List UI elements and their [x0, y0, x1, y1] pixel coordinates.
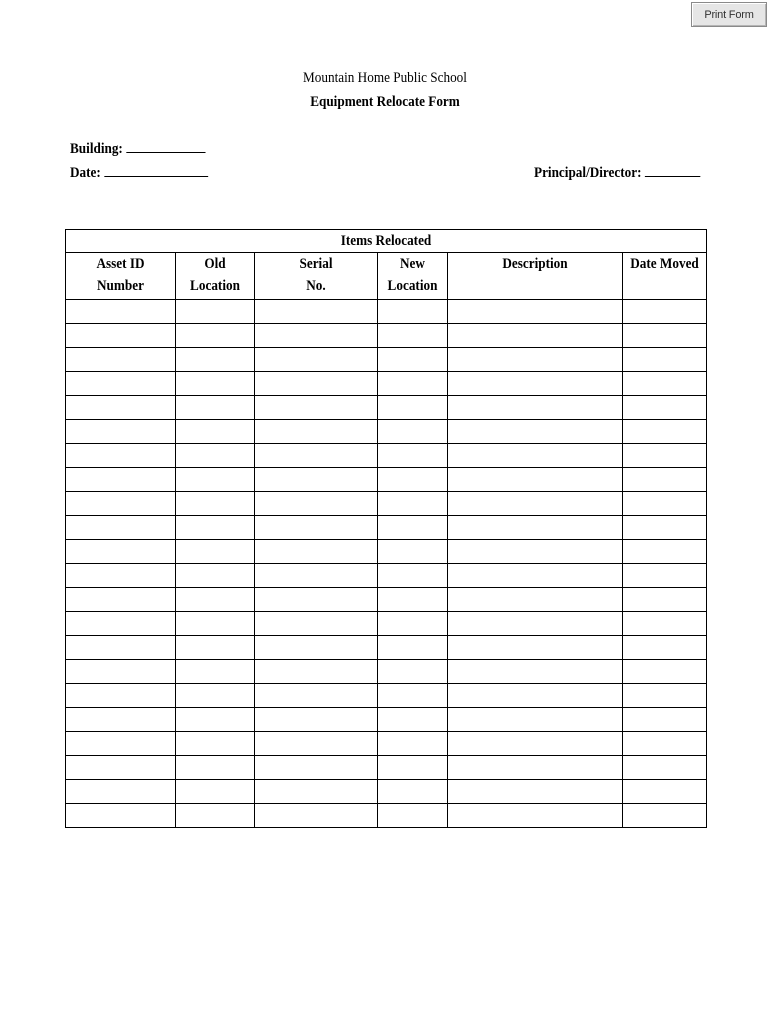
cell-serial-no[interactable] [255, 348, 378, 372]
table-row [66, 348, 707, 372]
cell-description[interactable] [448, 780, 623, 804]
cell-asset-id[interactable] [66, 396, 176, 420]
cell-new-location[interactable] [378, 708, 448, 732]
cell-date-moved[interactable] [623, 468, 707, 492]
form-title: Equipment Relocate Form [310, 94, 460, 110]
cell-new-location[interactable] [378, 588, 448, 612]
cell-new-location[interactable] [378, 348, 448, 372]
cell-new-location[interactable] [378, 396, 448, 420]
cell-asset-id[interactable] [66, 300, 176, 324]
table-row [66, 612, 707, 636]
cell-description[interactable] [448, 756, 623, 780]
cell-asset-id[interactable] [66, 684, 176, 708]
column-header-date-moved: Date Moved [623, 253, 707, 300]
table-row [66, 588, 707, 612]
cell-old-location[interactable] [176, 684, 255, 708]
cell-date-moved[interactable] [623, 492, 707, 516]
cell-new-location[interactable] [378, 540, 448, 564]
date-field [70, 164, 208, 182]
cell-description[interactable] [448, 468, 623, 492]
cell-old-location[interactable] [176, 372, 255, 396]
cell-date-moved[interactable] [623, 612, 707, 636]
cell-asset-id[interactable] [66, 492, 176, 516]
items-relocated-table [65, 229, 707, 828]
cell-description[interactable] [448, 540, 623, 564]
table-row [66, 420, 707, 444]
cell-asset-id[interactable] [66, 708, 176, 732]
cell-new-location[interactable] [378, 324, 448, 348]
cell-description[interactable] [448, 396, 623, 420]
cell-serial-no[interactable] [255, 732, 378, 756]
cell-asset-id[interactable] [66, 324, 176, 348]
table-row [66, 444, 707, 468]
cell-date-moved[interactable] [623, 396, 707, 420]
cell-asset-id[interactable] [66, 588, 176, 612]
cell-new-location[interactable] [378, 756, 448, 780]
cell-new-location[interactable] [378, 804, 448, 828]
cell-date-moved[interactable] [623, 444, 707, 468]
cell-serial-no[interactable] [255, 396, 378, 420]
cell-date-moved[interactable] [623, 804, 707, 828]
cell-serial-no[interactable] [255, 780, 378, 804]
principal-field [534, 164, 700, 182]
cell-old-location[interactable] [176, 300, 255, 324]
cell-date-moved[interactable] [623, 708, 707, 732]
table-row [66, 492, 707, 516]
cell-serial-no[interactable] [255, 516, 378, 540]
column-header-new-location: New Location [378, 253, 448, 300]
cell-asset-id[interactable] [66, 732, 176, 756]
table-row [66, 564, 707, 588]
table-body [66, 300, 707, 828]
cell-new-location[interactable] [378, 684, 448, 708]
cell-asset-id[interactable] [66, 444, 176, 468]
cell-old-location[interactable] [176, 636, 255, 660]
cell-serial-no[interactable] [255, 300, 378, 324]
cell-old-location[interactable] [176, 468, 255, 492]
cell-serial-no[interactable] [255, 588, 378, 612]
cell-new-location[interactable] [378, 372, 448, 396]
cell-serial-no[interactable] [255, 468, 378, 492]
cell-old-location[interactable] [176, 348, 255, 372]
table-row [66, 756, 707, 780]
principal-label: Principal/Director: [534, 165, 642, 181]
building-field [70, 140, 206, 158]
cell-old-location[interactable] [176, 324, 255, 348]
cell-date-moved[interactable] [623, 516, 707, 540]
cell-old-location[interactable] [176, 708, 255, 732]
cell-serial-no[interactable] [255, 612, 378, 636]
date-blank[interactable] [104, 164, 208, 177]
cell-asset-id[interactable] [66, 372, 176, 396]
column-header-asset-id: Asset ID Number [66, 253, 176, 300]
cell-serial-no[interactable] [255, 492, 378, 516]
table-row [66, 468, 707, 492]
cell-old-location[interactable] [176, 588, 255, 612]
cell-date-moved[interactable] [623, 348, 707, 372]
cell-serial-no[interactable] [255, 324, 378, 348]
cell-date-moved[interactable] [623, 372, 707, 396]
table-header-row [66, 253, 707, 300]
cell-serial-no[interactable] [255, 708, 378, 732]
table-row [66, 636, 707, 660]
cell-new-location[interactable] [378, 732, 448, 756]
cell-serial-no[interactable] [255, 804, 378, 828]
cell-asset-id[interactable] [66, 468, 176, 492]
table-row [66, 780, 707, 804]
table-caption: Items Relocated [66, 230, 707, 253]
cell-serial-no[interactable] [255, 756, 378, 780]
cell-asset-id[interactable] [66, 516, 176, 540]
table-row [66, 732, 707, 756]
principal-blank[interactable] [645, 164, 700, 177]
cell-description[interactable] [448, 564, 623, 588]
table-row [66, 300, 707, 324]
cell-serial-no[interactable] [255, 372, 378, 396]
cell-description[interactable] [448, 492, 623, 516]
cell-new-location[interactable] [378, 444, 448, 468]
cell-description[interactable] [448, 684, 623, 708]
cell-asset-id[interactable] [66, 660, 176, 684]
cell-description[interactable] [448, 708, 623, 732]
cell-description[interactable] [448, 348, 623, 372]
cell-asset-id[interactable] [66, 540, 176, 564]
cell-date-moved[interactable] [623, 564, 707, 588]
cell-date-moved[interactable] [623, 300, 707, 324]
cell-new-location[interactable] [378, 660, 448, 684]
cell-date-moved[interactable] [623, 588, 707, 612]
cell-new-location[interactable] [378, 564, 448, 588]
cell-new-location[interactable] [378, 516, 448, 540]
cell-description[interactable] [448, 636, 623, 660]
cell-description[interactable] [448, 420, 623, 444]
cell-description[interactable] [448, 324, 623, 348]
cell-new-location[interactable] [378, 300, 448, 324]
cell-asset-id[interactable] [66, 756, 176, 780]
column-header-serial-no: Serial No. [255, 253, 378, 300]
cell-asset-id[interactable] [66, 804, 176, 828]
cell-date-moved[interactable] [623, 732, 707, 756]
cell-new-location[interactable] [378, 420, 448, 444]
cell-old-location[interactable] [176, 540, 255, 564]
cell-serial-no[interactable] [255, 444, 378, 468]
cell-description[interactable] [448, 804, 623, 828]
cell-new-location[interactable] [378, 468, 448, 492]
table-row [66, 516, 707, 540]
cell-description[interactable] [448, 372, 623, 396]
cell-date-moved[interactable] [623, 420, 707, 444]
cell-serial-no[interactable] [255, 564, 378, 588]
cell-new-location[interactable] [378, 492, 448, 516]
cell-date-moved[interactable] [623, 780, 707, 804]
cell-new-location[interactable] [378, 636, 448, 660]
cell-old-location[interactable] [176, 612, 255, 636]
cell-old-location[interactable] [176, 660, 255, 684]
cell-asset-id[interactable] [66, 612, 176, 636]
cell-serial-no[interactable] [255, 660, 378, 684]
cell-new-location[interactable] [378, 780, 448, 804]
cell-date-moved[interactable] [623, 756, 707, 780]
cell-old-location[interactable] [176, 804, 255, 828]
cell-date-moved[interactable] [623, 684, 707, 708]
cell-asset-id[interactable] [66, 564, 176, 588]
building-blank[interactable] [126, 140, 205, 153]
table-row [66, 660, 707, 684]
cell-old-location[interactable] [176, 564, 255, 588]
cell-date-moved[interactable] [623, 324, 707, 348]
cell-description[interactable] [448, 588, 623, 612]
column-header-description: Description [448, 253, 623, 300]
cell-description[interactable] [448, 660, 623, 684]
cell-description[interactable] [448, 516, 623, 540]
table-row [66, 396, 707, 420]
cell-serial-no[interactable] [255, 540, 378, 564]
table-row [66, 708, 707, 732]
cell-serial-no[interactable] [255, 636, 378, 660]
cell-old-location[interactable] [176, 780, 255, 804]
table-caption-row [66, 230, 707, 253]
table-row [66, 684, 707, 708]
table-row [66, 372, 707, 396]
cell-old-location[interactable] [176, 420, 255, 444]
cell-asset-id[interactable] [66, 780, 176, 804]
table-row [66, 540, 707, 564]
print-form-button[interactable]: Print Form [691, 2, 767, 27]
cell-date-moved[interactable] [623, 660, 707, 684]
table-row [66, 804, 707, 828]
cell-serial-no[interactable] [255, 420, 378, 444]
cell-old-location[interactable] [176, 396, 255, 420]
cell-old-location[interactable] [176, 732, 255, 756]
cell-date-moved[interactable] [623, 540, 707, 564]
cell-asset-id[interactable] [66, 348, 176, 372]
column-header-old-location: Old Location [176, 253, 255, 300]
cell-old-location[interactable] [176, 492, 255, 516]
cell-old-location[interactable] [176, 444, 255, 468]
building-label: Building: [70, 141, 123, 157]
cell-description[interactable] [448, 612, 623, 636]
cell-old-location[interactable] [176, 756, 255, 780]
cell-serial-no[interactable] [255, 684, 378, 708]
date-label: Date: [70, 165, 101, 181]
cell-old-location[interactable] [176, 516, 255, 540]
organization-name: Mountain Home Public School [303, 70, 467, 86]
cell-description[interactable] [448, 444, 623, 468]
cell-description[interactable] [448, 732, 623, 756]
cell-date-moved[interactable] [623, 636, 707, 660]
cell-description[interactable] [448, 300, 623, 324]
cell-new-location[interactable] [378, 612, 448, 636]
cell-asset-id[interactable] [66, 420, 176, 444]
cell-asset-id[interactable] [66, 636, 176, 660]
table-row [66, 324, 707, 348]
